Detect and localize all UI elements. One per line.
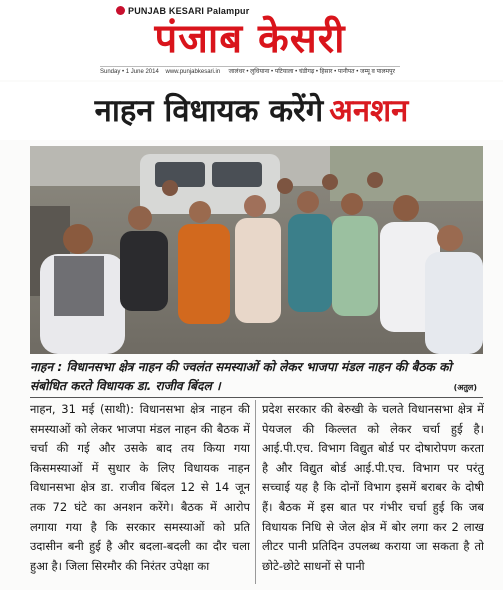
edition-label: PUNJAB KESARI Palampur — [128, 6, 250, 16]
website-link[interactable]: www.punjabkesari.in — [165, 69, 221, 75]
newspaper-logo: पंजाब केसरी — [154, 16, 346, 62]
caption-text: नाहन : विधानसभा क्षेत्र नाहन की ज्वलंत समस्याओं को लेकर भाजपा मंडल नाहन की बैठक को संबोधित करते विधायक डा. राजीव बिंदल । — [30, 360, 452, 393]
headline-main: नाहन विधायक करेंगे — [94, 93, 324, 129]
photo-credit: (अतुल) — [453, 383, 477, 392]
photo-caption — [30, 358, 483, 396]
edition-cities: जालंधर • लुधियाना • पटियाला • चंडीगढ़ • हिसार • पानीपत • जम्मू व पालमपुर — [228, 69, 395, 75]
headline — [0, 82, 503, 140]
meeting-photo-illustration — [30, 146, 483, 354]
column-divider — [255, 400, 256, 584]
issue-date: Sunday • 1 June 2014 — [100, 69, 159, 75]
headline-accent: अनशन — [329, 93, 409, 129]
news-photo — [30, 146, 483, 354]
article-column-1: नाहन, 31 मई (साथी): विधानसभा क्षेत्र नाहन की समस्याओं को लेकर भाजपा मंडल नाहन की बैठक में चर्चा की गई और उसके बाद तय किया गया किसमस्याओं में सुधार के लिए विधायक नाहन विधानसभा क्षेत्र डा. राजीव बिंदल 12 से 14 जून तक 72 घंटे का अनशन करेंगे। बैठक में आरोप लगाया गया है कि सरकार समस्याओं को प्रति उदासीन बनी हुई है और बदला-बदली का दौर चला हुआ है। जिला सिरमौर की निरंतर उपेक्षा का — [30, 402, 250, 573]
date-bar — [100, 66, 400, 79]
caption-divider — [30, 397, 483, 398]
masthead — [0, 0, 503, 80]
article-column-2: प्रदेश सरकार की बेरुखी के चलते विधानसभा क्षेत्र में पेयजल की किल्लत को लेकर चर्चा हुई है। आई.पी.एच. विभाग विद्युत बोर्ड पर दोषारोपण करता है और विद्युत बोर्ड आई.पी.एच. विभाग पर परंतु सच्चाई यह है कि दोनों विभाग इसमें बराबर के दोषी हैं। बैठक में इस बात पर गंभीर चर्चा हुई कि जब विधायक निधि से जेल क्षेत्र में बोर लगा कर 2 लाख लीटर पानी प्रतिदिन उपलब्ध कराया जा सकता है तो छोटे-छोटे साधनों से पानी — [262, 402, 484, 573]
